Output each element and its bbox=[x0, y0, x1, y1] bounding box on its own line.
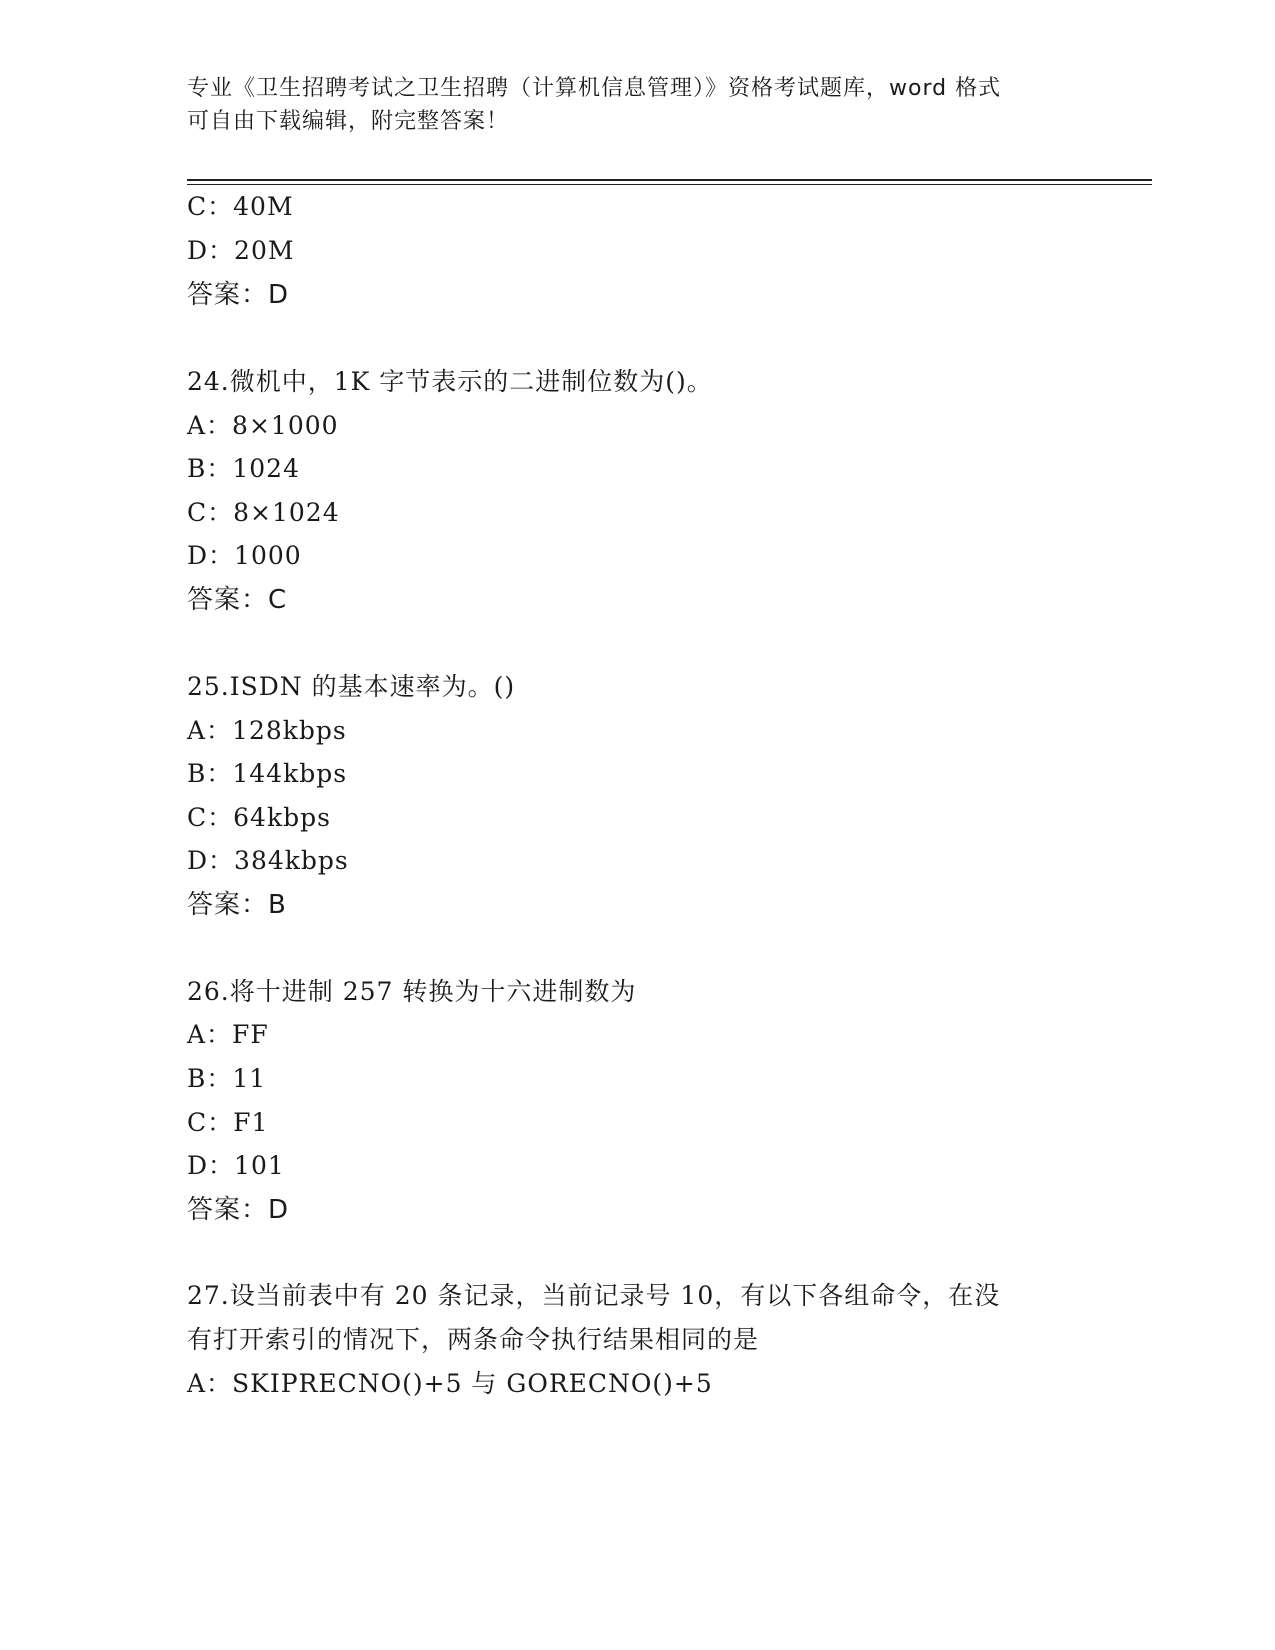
q25-option-c: C：64kbps bbox=[187, 803, 331, 832]
header-divider-thin bbox=[187, 184, 1152, 185]
q23-option-c: C：40M bbox=[187, 192, 294, 221]
q24-question: 24.微机中，1K 字节表示的二进制位数为()。 bbox=[187, 367, 713, 396]
q25-option-d: D：384kbps bbox=[187, 846, 349, 875]
q26-option-c: C：F1 bbox=[187, 1108, 269, 1137]
q26-option-a: A：FF bbox=[187, 1020, 269, 1049]
header-line-2: 可自由下载编辑，附完整答案！ bbox=[187, 109, 510, 134]
q25-answer: 答案：B bbox=[187, 890, 287, 920]
document-header bbox=[187, 72, 1067, 138]
q24-option-c: C：8×1024 bbox=[187, 498, 340, 527]
q26-question: 26.将十进制 257 转换为十六进制数为 bbox=[187, 977, 637, 1006]
q25-question: 25.ISDN 的基本速率为。() bbox=[187, 672, 516, 701]
q26-option-b: B：11 bbox=[187, 1064, 267, 1093]
q24-option-d: D：1000 bbox=[187, 541, 302, 570]
q27-option-a: A：SKIPRECNO()+5 与 GORECNO()+5 bbox=[187, 1369, 713, 1398]
q23-answer: 答案：D bbox=[187, 280, 290, 310]
q27-question-line-2: 有打开索引的情况下，两条命令执行结果相同的是 bbox=[187, 1325, 760, 1354]
header-line-1: 专业《卫生招聘考试之卫生招聘（计算机信息管理）》资格考试题库，word 格式 bbox=[187, 76, 1002, 101]
q26-answer: 答案：D bbox=[187, 1195, 290, 1225]
q27-question-line-1: 27.设当前表中有 20 条记录，当前记录号 10，有以下各组命令，在没 bbox=[187, 1281, 1001, 1310]
q24-option-a: A：8×1000 bbox=[187, 411, 339, 440]
q24-option-b: B：1024 bbox=[187, 454, 300, 483]
header-divider bbox=[187, 179, 1152, 181]
q25-option-b: B：144kbps bbox=[187, 759, 348, 788]
q24-answer: 答案：C bbox=[187, 585, 288, 615]
q26-option-d: D：101 bbox=[187, 1151, 285, 1180]
q25-option-a: A：128kbps bbox=[187, 716, 347, 745]
q23-option-d: D：20M bbox=[187, 236, 295, 265]
